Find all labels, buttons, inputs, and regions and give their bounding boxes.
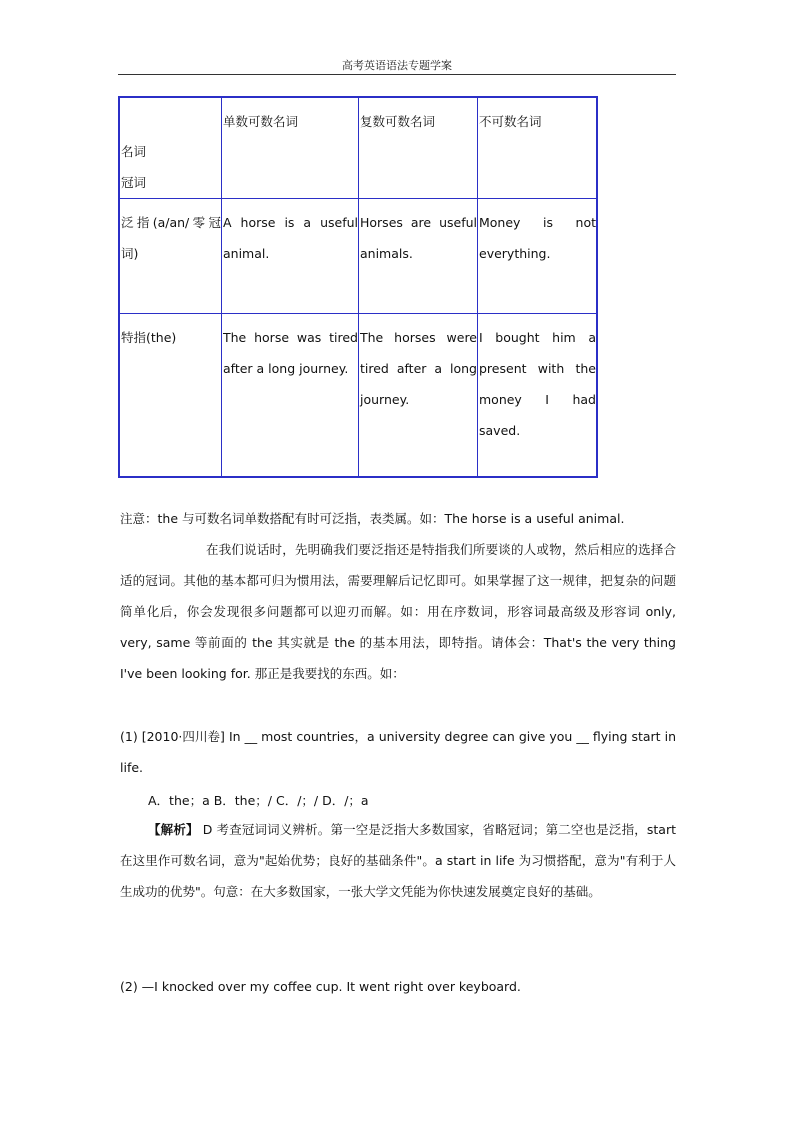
analysis-text: D 考查冠词词义辨析。第一空是泛指大多数国家，省略冠词；第二空也是泛指，start 在这里作可数名词，意为"起始优势；良好的基础条件"。a start in life 为习惯搭配，意为"有利于人生成功的优势"。句意：在大多数国家，一张大学文凭能为你快速发展奠定良好的基础。 [120,822,676,899]
table-cell: The horses were tired after a long journey. [359,314,478,478]
header-rule [118,74,676,75]
col-header-singular: 单数可数名词 [222,97,359,199]
question-2-stem: (2) —I knocked over my coffee cup. It went right over keyboard. [120,979,521,994]
article-usage-table [118,96,598,478]
analysis-label: 【解析】 [148,822,199,837]
note-line: 注意：the 与可数名词单数搭配有时可泛指，表类属。如：The horse is a useful animal. [120,511,625,526]
corner-noun-label: 名词 [121,144,147,159]
table-cell: A horse is a useful animal. [222,199,359,314]
corner-cell [119,97,222,199]
table-cell: Horses are useful animals. [359,199,478,314]
table-row [119,199,597,314]
page-header: 高考英语语法专题学案 [342,59,452,72]
question-1-analysis [120,814,676,907]
col-header-plural: 复数可数名词 [359,97,478,199]
row-label-generic: 泛指(a/an/零冠词) [119,199,222,314]
table-cell: Money is not everything. [478,199,598,314]
question-1-stem: (1) [2010·四川卷] In __ most countries，a university degree can give you __ flying start in life. [120,729,676,775]
table-cell: The horse was tired after a long journey. [222,314,359,478]
table-row [119,314,597,478]
question-1-options: A．the；a B．the；/ C．/；/ D．/；a [148,793,369,808]
table-cell: I bought him a present with the money I had saved. [478,314,598,478]
col-header-uncountable: 不可数名词 [478,97,598,199]
corner-article-label: 冠词 [121,175,147,190]
note-paragraph: 在我们说话时，先明确我们要泛指还是特指我们所要谈的人或物，然后相应的选择合适的冠词。其他的基本都可归为惯用法，需要理解后记忆即可。如果掌握了这一规律，把复杂的问题简单化后，你会发现很多问题都可以迎刃而解。如：用在序数词，形容词最高级及形容词 only, very, same 等前面的 the 其实就是 the 的基本用法，即特指。请体会：That's the very thing I've been looking for. 那正是我要找的东西。如： [120,542,676,681]
row-label-specific: 特指(the) [119,314,222,478]
table-header-row [119,97,597,199]
